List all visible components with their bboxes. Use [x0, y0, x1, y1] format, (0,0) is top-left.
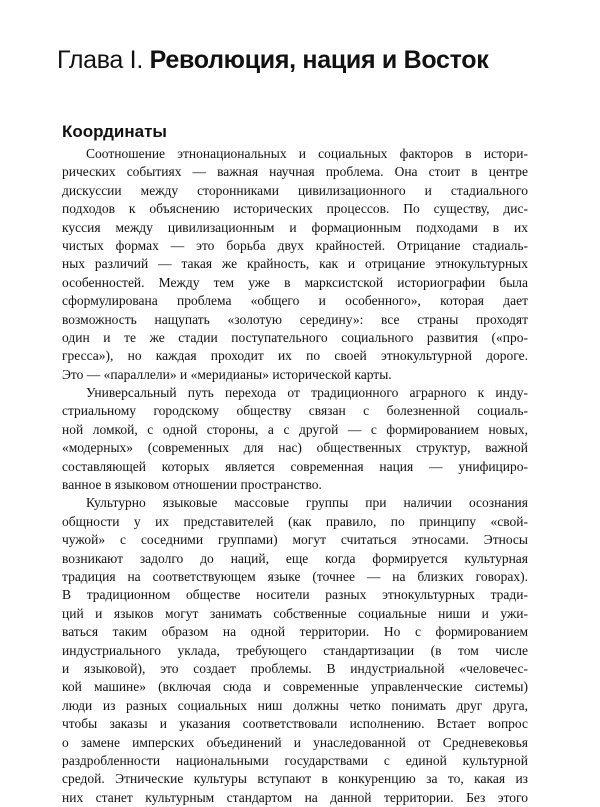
text-line: гресса»), но каждая проходит их по своей этнокультурной дороге. [62, 348, 528, 364]
text-line: ной ломкой, с одной стороны, а с другой — с формированием новых, [62, 421, 528, 437]
section-heading: Координаты [62, 122, 167, 141]
text-line: возникают задолго до наций, еще когда формируется культурная [62, 550, 528, 566]
text-line: чужой» с соседними группами) могут считаться этносами. Этносы [62, 532, 528, 548]
text-line: Культурно языковые массовые группы при наличии осознания [86, 495, 528, 511]
paragraph-1 [62, 145, 528, 384]
body-text [62, 145, 528, 807]
text-line: ванное в языковом отношении пространство. [62, 477, 322, 493]
text-line: «модерных» (современных для нас) общественных структур, важной [62, 440, 528, 456]
chapter-name: Революция, нация и Восток [149, 46, 489, 74]
text-line: раздробленности национальными государствами с единой культурной [62, 752, 528, 768]
text-line: них станет культурным стандартом на данной территории. Без этого [62, 789, 528, 805]
text-line: особенностей. Между тем уже в марксистской историографии была [62, 274, 528, 290]
text-line: Соотношение этнонациональных и социальных факторов в истори- [86, 146, 528, 161]
chapter-label: Глава I. [57, 46, 143, 74]
text-line: общности у их представителей (как правило, по принципу «свой- [62, 513, 528, 529]
text-line: ций и языков могут занимать собственные социальные ниши и ужи- [62, 605, 528, 621]
text-line: люди из разных социальных ниш должны четко понимать друг друга, [62, 697, 528, 713]
text-line: возможность нащупать «золотую середину»: все страны проходят [62, 311, 528, 327]
text-line: чтобы заказы и указания соответствовали исполнению. Встает вопрос [62, 716, 528, 732]
text-line: ных различий — такая же крайность, как и отрицание этнокультурных [62, 256, 528, 272]
text-line: куссия между цивилизационным и формационным подходами в их [62, 219, 528, 235]
text-line: Универсальный путь перехода от традиционного аграрного к инду- [86, 385, 528, 401]
text-line: составляющей которых является современная нация — унифициро- [62, 458, 528, 474]
text-line: средой. Этнические культуры вступают в конкуренцию за то, какая из [62, 771, 528, 787]
text-line: и языковой), это создает проблемы. В индустриальной «человечес- [62, 660, 528, 676]
text-line: дискуссии между сторонниками цивилизационного и стадиального [62, 182, 528, 198]
text-line: В традиционном обществе носители разных этнокультурных тради- [62, 587, 528, 603]
paragraph-2 [62, 384, 528, 494]
text-line: рических событиях — важная научная проблема. Она стоит в центре [62, 164, 528, 180]
text-line: индустриального уклада, требующего стандартизации (в том числе [62, 642, 528, 658]
text-line: о замене имперских объединений и унаследованной от Средневековья [62, 734, 528, 750]
text-line: один и те же стадии поступательного социального развития («про- [62, 329, 528, 345]
text-line: подходов к объяснению исторических процессов. По существу, дис- [62, 201, 528, 217]
chapter-title [57, 44, 577, 76]
text-line: традиция на соответствующем языке (точнее — на близких говорах). [62, 568, 528, 584]
text-line: ваться таким образом на одной территории. Но с формированием [62, 624, 528, 640]
text-line: стриальному городскому обществу связан с болезненной социаль- [62, 403, 528, 419]
text-line: кой машине» (включая сюда и современные управленческие системы) [62, 679, 528, 695]
paragraph-3 [62, 494, 528, 807]
text-line: сформулирована проблема «общего и особенного», которая дает [62, 293, 528, 309]
text-line: Это — «параллели» и «меридианы» исторической карты. [62, 366, 392, 382]
text-line: чистых формах — это борьба двух крайностей. Отрицание стадиаль- [62, 237, 528, 253]
